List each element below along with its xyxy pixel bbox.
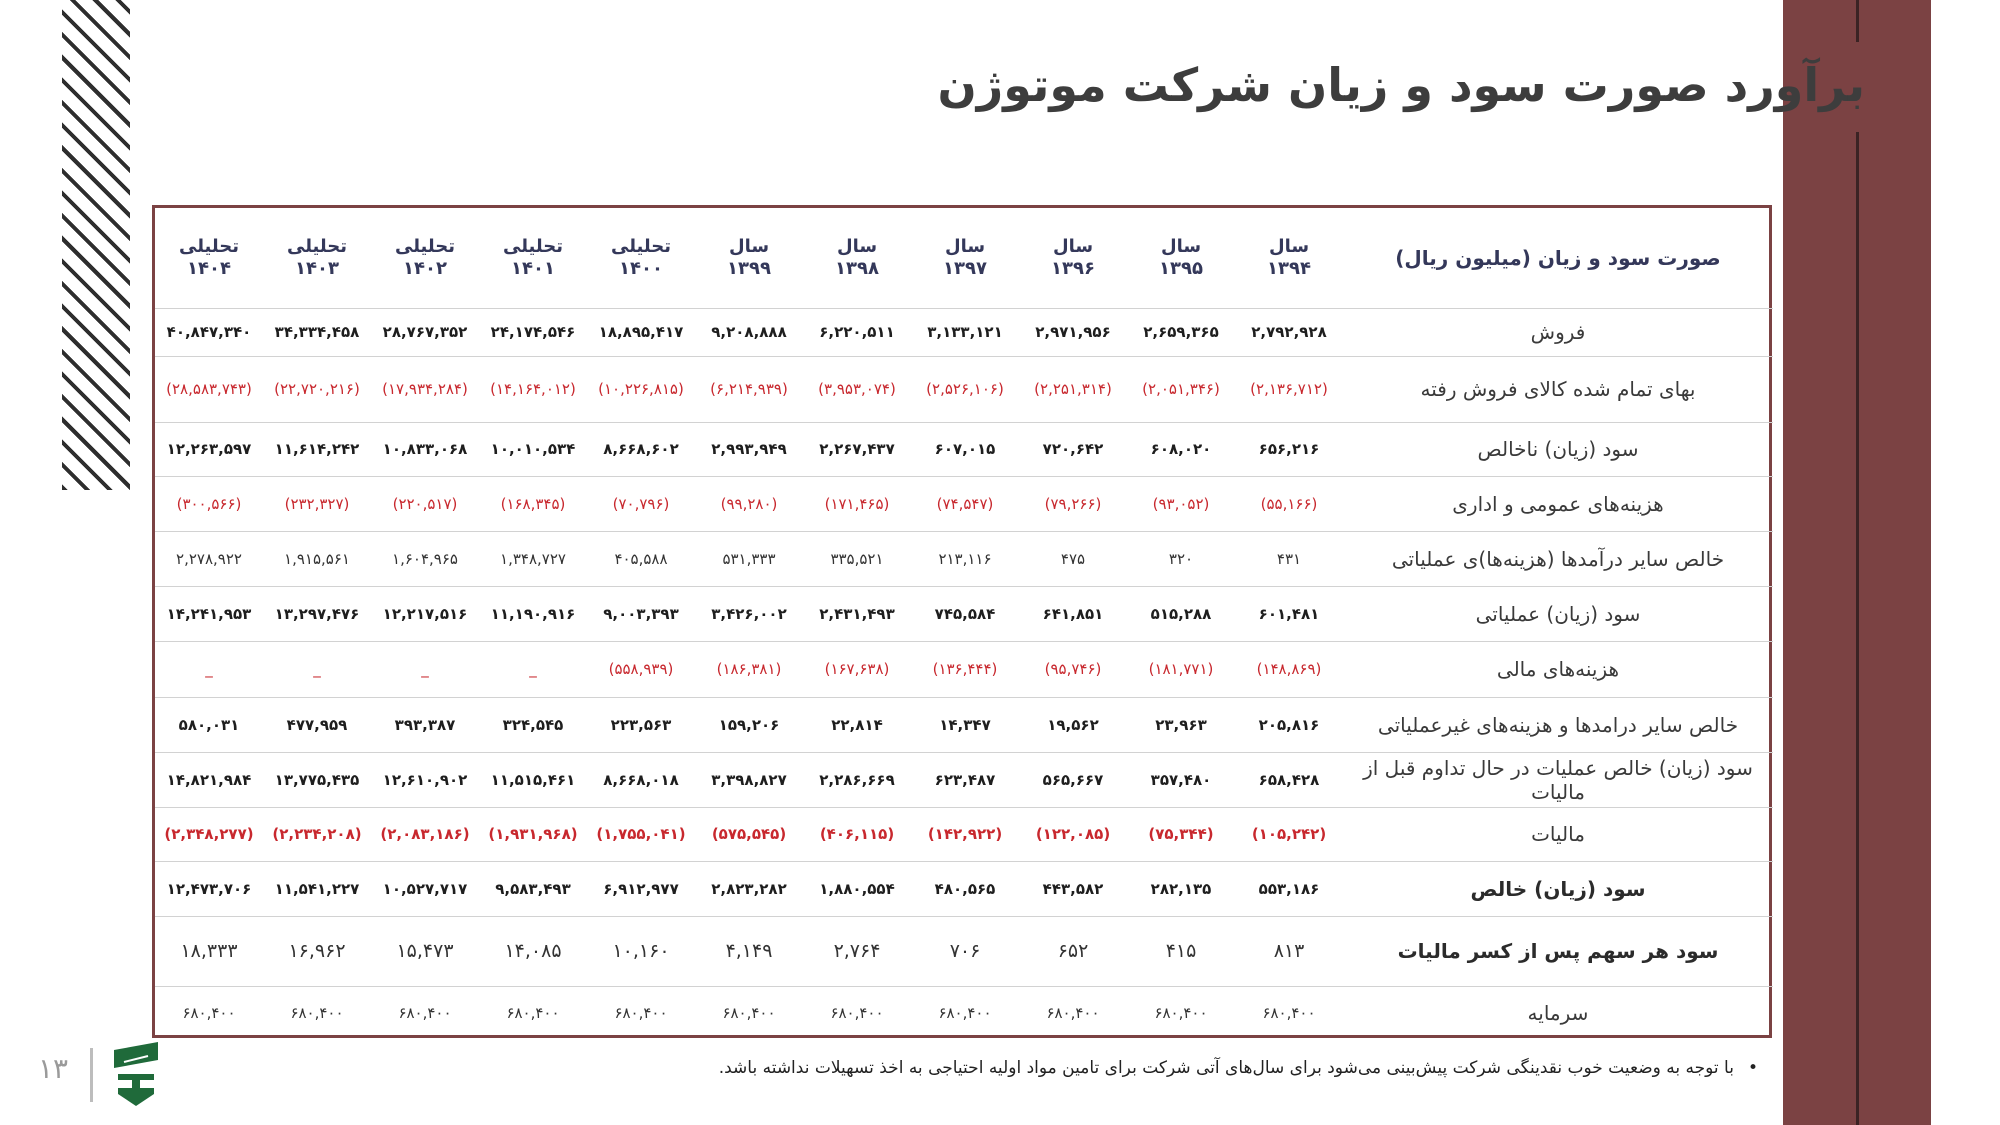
table-cell: ۱۱,۱۹۰,۹۱۶: [479, 586, 587, 641]
table-cell: (۲,۱۳۶,۷۱۲): [1235, 356, 1343, 422]
table-cell: ۱۰,۰۱۰,۵۳۴: [479, 422, 587, 476]
table-cell: ۲۰۵,۸۱۶: [1235, 697, 1343, 752]
table-cell: (۲۸,۵۸۳,۷۴۳): [155, 356, 263, 422]
table-cell: (۱,۹۳۱,۹۶۸): [479, 807, 587, 861]
column-header: [479, 208, 587, 308]
table-cell: (۲۲۰,۵۱۷): [371, 476, 479, 531]
column-header-top: تحلیلی: [179, 235, 239, 257]
table-cell: ۱۵,۴۷۳: [371, 916, 479, 986]
column-header: [1235, 208, 1343, 308]
table-cell: ۶۸۰,۴۰۰: [290, 1004, 344, 1023]
page-number: ۱۳: [38, 1052, 69, 1085]
table-cell: ۶۸۰,۴۰۰: [614, 1004, 668, 1023]
column-header-top: سال: [728, 235, 770, 257]
table-cell: ۱۴,۸۲۱,۹۸۴: [155, 752, 263, 807]
table-cell: (۹۹,۲۸۰): [695, 476, 803, 531]
column-header: [155, 208, 263, 308]
table-cell: ۲,۷۶۴: [803, 916, 911, 986]
table-cell: ۵۱۵,۲۸۸: [1127, 586, 1235, 641]
table-cell: (۲,۳۴۸,۲۷۷): [155, 807, 263, 861]
table-cell: ۶۵۸,۴۲۸: [1235, 752, 1343, 807]
table-cell: ۳۳۵,۵۲۱: [803, 531, 911, 586]
table-row: [155, 641, 1773, 697]
table-cell: ۲۳,۹۶۳: [1127, 697, 1235, 752]
row-label: هزینه‌های عمومی و اداری: [1343, 476, 1773, 531]
table-cell: (۲,۲۳۴,۲۰۸): [263, 807, 371, 861]
row-label: سود هر سهم پس از کسر مالیات: [1343, 916, 1773, 986]
column-header-year: ۱۴۰۱: [511, 257, 555, 279]
row-label: مالیات: [1343, 807, 1773, 861]
income-statement-table: [152, 205, 1772, 1038]
table-cell: ۱۸,۸۹۵,۴۱۷: [587, 308, 695, 356]
table-cell: ۶,۲۲۰,۵۱۱: [803, 308, 911, 356]
table-cell: ۶۰۱,۴۸۱: [1235, 586, 1343, 641]
table-cell: (۱۶۷,۶۳۸): [803, 641, 911, 697]
table-cell: ۳۲۴,۵۴۵: [479, 697, 587, 752]
column-header-year: ۱۴۰۳: [295, 257, 339, 279]
table-cell: ۴۱۵: [1127, 916, 1235, 986]
column-header-year: ۱۳۹۶: [1051, 257, 1095, 279]
table-cell: ۶۰۷,۰۱۵: [911, 422, 1019, 476]
table-cell: ۱۲,۴۷۳,۷۰۶: [155, 861, 263, 916]
table-cell: ۶۵۲: [1019, 916, 1127, 986]
column-header-year: ۱۴۰۲: [403, 257, 447, 279]
table-cell: ۶۸۰,۴۰۰: [1154, 1004, 1208, 1023]
table-cell: ۳۲۰: [1127, 531, 1235, 586]
table-cell: ۲,۸۲۳,۲۸۲: [695, 861, 803, 916]
column-header-top: تحلیلی: [611, 235, 671, 257]
column-header-top: سال: [1268, 235, 1310, 257]
table-cell: ۳,۴۲۶,۰۰۲: [695, 586, 803, 641]
table-cell: ۳۹۳,۳۸۷: [371, 697, 479, 752]
table-cell: (۷۵,۳۴۴): [1127, 807, 1235, 861]
table-cell: ۱۱,۵۱۵,۴۶۱: [479, 752, 587, 807]
column-header-year: ۱۳۹۸: [835, 257, 879, 279]
table-cell: ۱۳,۲۹۷,۴۷۶: [263, 586, 371, 641]
table-cell: (۱۲۲,۰۸۵): [1019, 807, 1127, 861]
table-cell: (۲۲,۷۲۰,۲۱۶): [263, 356, 371, 422]
table-cell: (۵۵,۱۶۶): [1235, 476, 1343, 531]
table-cell: ۳,۱۳۳,۱۲۱: [911, 308, 1019, 356]
table-cell: (۳۰۰,۵۶۶): [155, 476, 263, 531]
table-cell: (۱۳۶,۴۴۴): [911, 641, 1019, 697]
table-cell: ۴۷۷,۹۵۹: [263, 697, 371, 752]
table-cell: (۱۷,۹۳۴,۲۸۴): [371, 356, 479, 422]
column-header-year: ۱۴۰۰: [619, 257, 663, 279]
table-cell: (۱۴,۱۶۴,۰۱۲): [479, 356, 587, 422]
table-cell: ۱۱,۶۱۴,۲۴۲: [263, 422, 371, 476]
table-cell: ۷۰۶: [911, 916, 1019, 986]
table-cell: ۱۲,۲۱۷,۵۱۶: [371, 586, 479, 641]
table-cell: ۴۸۰,۵۶۵: [911, 861, 1019, 916]
table-cell: (۲,۵۲۶,۱۰۶): [911, 356, 1019, 422]
row-label: بهای تمام شده کالای فروش رفته: [1343, 356, 1773, 422]
table-cell: (۱۷۱,۴۶۵): [803, 476, 911, 531]
table-cell: (۲,۰۵۱,۳۴۶): [1127, 356, 1235, 422]
table-cell: ۱۰,۸۳۳,۰۶۸: [371, 422, 479, 476]
table-cell: ۲,۹۹۳,۹۴۹: [695, 422, 803, 476]
table-cell: ۷۲۰,۶۴۲: [1019, 422, 1127, 476]
band-line-top: [1856, 0, 1859, 42]
company-logo-icon: [110, 1040, 162, 1108]
column-header: [587, 208, 695, 308]
table-cell: ۱۴,۲۴۱,۹۵۳: [155, 586, 263, 641]
column-header: [1019, 208, 1127, 308]
table-cell: ۱۹,۵۶۲: [1019, 697, 1127, 752]
row-label: فروش: [1343, 308, 1773, 356]
column-header-year: ۱۳۹۹: [727, 257, 771, 279]
table-header-row: [155, 208, 1773, 308]
row-label: خالص سایر درآمدها (هزینه‌ها)ی عملیاتی: [1343, 531, 1773, 586]
table-cell: (۱,۷۵۵,۰۴۱): [587, 807, 695, 861]
bullet-icon: •: [1747, 1058, 1758, 1078]
table-cell: _: [155, 641, 263, 697]
row-label: سود (زیان) خالص: [1343, 861, 1773, 916]
table-cell: ۱۸,۳۳۳: [155, 916, 263, 986]
table-cell: (۵۵۸,۹۳۹): [587, 641, 695, 697]
table-cell: ۱,۳۴۸,۷۲۷: [479, 531, 587, 586]
table-cell: ۶۸۰,۴۰۰: [1046, 1004, 1100, 1023]
table-cell: ۳۵۷,۴۸۰: [1127, 752, 1235, 807]
row-label: سود (زیان) ناخالص: [1343, 422, 1773, 476]
table-cell: (۱۴۲,۹۲۲): [911, 807, 1019, 861]
table-cell: (۹۵,۷۴۶): [1019, 641, 1127, 697]
row-label: هزینه‌های مالی: [1343, 641, 1773, 697]
table-row: [155, 586, 1773, 641]
table-cell: ۱,۸۸۰,۵۵۴: [803, 861, 911, 916]
table-cell: _: [263, 641, 371, 697]
table-cell: ۶۸۰,۴۰۰: [830, 1004, 884, 1023]
column-header-top: سال: [1160, 235, 1202, 257]
table-cell: (۱۶۸,۳۴۵): [479, 476, 587, 531]
column-header: [263, 208, 371, 308]
hatch-pattern-decoration: [62, 0, 130, 490]
column-header: [803, 208, 911, 308]
table-cell: (۱۰۵,۲۴۲): [1235, 807, 1343, 861]
table-cell: ۶۸۰,۴۰۰: [398, 1004, 452, 1023]
table-cell: ۱۴,۰۸۵: [479, 916, 587, 986]
band-line-bottom: [1856, 132, 1859, 1125]
table-cell: ۱۴,۳۴۷: [911, 697, 1019, 752]
table-cell: ۲,۲۷۸,۹۲۲: [155, 531, 263, 586]
table-cell: ۲۲۳,۵۶۳: [587, 697, 695, 752]
table-row: [155, 986, 1773, 1040]
table-cell: ۲۱۳,۱۱۶: [911, 531, 1019, 586]
table-cell: ۹,۲۰۸,۸۸۸: [695, 308, 803, 356]
table-cell: ۱۳,۷۷۵,۴۳۵: [263, 752, 371, 807]
column-header-year: ۱۴۰۴: [187, 257, 231, 279]
table-cell: (۳,۹۵۳,۰۷۴): [803, 356, 911, 422]
table-cell: ۱۱,۵۴۱,۲۲۷: [263, 861, 371, 916]
table-row: [155, 531, 1773, 586]
table-cell: ۱۵۹,۲۰۶: [695, 697, 803, 752]
table-cell: ۱۰,۵۲۷,۷۱۷: [371, 861, 479, 916]
table-cell: ۵۶۵,۶۶۷: [1019, 752, 1127, 807]
table-cell: (۶,۲۱۴,۹۳۹): [695, 356, 803, 422]
table-cell: _: [479, 641, 587, 697]
table-cell: ۱۲,۲۶۳,۵۹۷: [155, 422, 263, 476]
table-cell: ۴۰,۸۴۷,۳۴۰: [155, 308, 263, 356]
row-label: سود (زیان) خالص عملیات در حال تداوم قبل از مالیات: [1343, 752, 1773, 807]
table-cell: ۶۵۶,۲۱۶: [1235, 422, 1343, 476]
column-header-year: ۱۳۹۷: [943, 257, 987, 279]
footnote: [719, 1058, 1758, 1078]
table-cell: ۶۸۰,۴۰۰: [506, 1004, 560, 1023]
column-header-top: تحلیلی: [395, 235, 455, 257]
column-header: [911, 208, 1019, 308]
table-cell: ۲,۷۹۲,۹۲۸: [1235, 308, 1343, 356]
table-cell: ۶,۹۱۲,۹۷۷: [587, 861, 695, 916]
table-cell: ۲,۴۳۱,۴۹۳: [803, 586, 911, 641]
table-cell: ۴۳۱: [1235, 531, 1343, 586]
table-cell: ۲,۶۵۹,۳۶۵: [1127, 308, 1235, 356]
table-cell: ۶۸۰,۴۰۰: [182, 1004, 236, 1023]
column-header-top: سال: [836, 235, 878, 257]
table-cell: (۷۹,۲۶۶): [1019, 476, 1127, 531]
table-cell: ۹,۵۸۳,۴۹۳: [479, 861, 587, 916]
table-row: [155, 356, 1773, 422]
column-header-top: تحلیلی: [287, 235, 347, 257]
table-cell: ۵۳۱,۳۳۳: [695, 531, 803, 586]
table-cell: ۲,۹۷۱,۹۵۶: [1019, 308, 1127, 356]
table-cell: _: [371, 641, 479, 697]
table-row: [155, 476, 1773, 531]
table-cell: (۹۳,۰۵۲): [1127, 476, 1235, 531]
table-cell: ۶۴۱,۸۵۱: [1019, 586, 1127, 641]
footer-divider: [90, 1048, 93, 1102]
table-cell: ۶۰۸,۰۲۰: [1127, 422, 1235, 476]
table-cell: ۵۵۳,۱۸۶: [1235, 861, 1343, 916]
column-header: [1127, 208, 1235, 308]
table-cell: (۷۰,۷۹۶): [587, 476, 695, 531]
column-header: [371, 208, 479, 308]
table-cell: ۱,۶۰۴,۹۶۵: [371, 531, 479, 586]
table-cell: ۴۷۵: [1019, 531, 1127, 586]
column-header-top: سال: [1052, 235, 1094, 257]
table-row: [155, 697, 1773, 752]
table-row: [155, 916, 1773, 986]
table-cell: ۱۰,۱۶۰: [587, 916, 695, 986]
table-cell: (۱۸۶,۳۸۱): [695, 641, 803, 697]
table-cell: ۷۴۵,۵۸۴: [911, 586, 1019, 641]
table-cell: (۴۰۶,۱۱۵): [803, 807, 911, 861]
table-cell: (۲,۲۵۱,۳۱۴): [1019, 356, 1127, 422]
row-label: سود (زیان) عملیاتی: [1343, 586, 1773, 641]
table-cell: ۶۸۰,۴۰۰: [722, 1004, 776, 1023]
table-cell: ۹,۰۰۳,۳۹۳: [587, 586, 695, 641]
table-row: [155, 752, 1773, 807]
table-cell: ۳,۳۹۸,۸۲۷: [695, 752, 803, 807]
table-cell: (۱۰,۲۲۶,۸۱۵): [587, 356, 695, 422]
table-cell: (۲,۰۸۳,۱۸۶): [371, 807, 479, 861]
table-cell: ۱,۹۱۵,۵۶۱: [263, 531, 371, 586]
table-cell: ۱۶,۹۶۲: [263, 916, 371, 986]
table-cell: ۸,۶۶۸,۶۰۲: [587, 422, 695, 476]
table-row: [155, 807, 1773, 861]
table-cell: ۵۸۰,۰۳۱: [155, 697, 263, 752]
table-cell: ۶۸۰,۴۰۰: [938, 1004, 992, 1023]
column-header-top: سال: [944, 235, 986, 257]
table-cell: ۲۲,۸۱۴: [803, 697, 911, 752]
table-cell: (۵۷۵,۵۴۵): [695, 807, 803, 861]
table-cell: ۱۲,۶۱۰,۹۰۲: [371, 752, 479, 807]
table-row: [155, 861, 1773, 916]
table-cell: ۶۸۰,۴۰۰: [1262, 1004, 1316, 1023]
row-label: سرمایه: [1527, 1001, 1589, 1026]
column-header-year: ۱۳۹۵: [1159, 257, 1203, 279]
table-row: [155, 308, 1773, 356]
table-cell: ۶۲۳,۴۸۷: [911, 752, 1019, 807]
table-cell: ۲۴,۱۷۴,۵۴۶: [479, 308, 587, 356]
table-cell: ۴,۱۴۹: [695, 916, 803, 986]
page-title: برآورد صورت سود و زیان شرکت موتوژن: [937, 58, 1865, 112]
table-row: [155, 422, 1773, 476]
table-cell: ۸۱۳: [1235, 916, 1343, 986]
table-cell: ۲۸۲,۱۳۵: [1127, 861, 1235, 916]
table-cell: ۳۴,۳۳۴,۴۵۸: [263, 308, 371, 356]
table-cell: (۲۳۲,۳۲۷): [263, 476, 371, 531]
table-cell: ۲,۲۶۷,۴۳۷: [803, 422, 911, 476]
row-label: خالص سایر درامدها و هزینه‌های غیرعملیاتی: [1343, 697, 1773, 752]
header-label: صورت سود و زیان (میلیون ریال): [1343, 208, 1773, 308]
table-cell: ۲۸,۷۶۷,۳۵۲: [371, 308, 479, 356]
table-cell: (۷۴,۵۴۷): [911, 476, 1019, 531]
table-cell: ۴۰۵,۵۸۸: [587, 531, 695, 586]
table-cell: ۲,۲۸۶,۶۶۹: [803, 752, 911, 807]
footnote-text: با توجه به وضعیت خوب نقدینگی شرکت پیش‌بینی می‌شود برای سال‌های آتی شرکت برای تامین مواد اولیه احتیاجی به اخذ تسهیلات نداشته باشد.: [718, 1058, 1734, 1078]
table-cell: ۴۴۳,۵۸۲: [1019, 861, 1127, 916]
table-cell: (۱۴۸,۸۶۹): [1235, 641, 1343, 697]
table-cell: ۸,۶۶۸,۰۱۸: [587, 752, 695, 807]
column-header: [695, 208, 803, 308]
column-header-year: ۱۳۹۴: [1267, 257, 1311, 279]
table-cell: (۱۸۱,۷۷۱): [1127, 641, 1235, 697]
column-header-top: تحلیلی: [503, 235, 563, 257]
